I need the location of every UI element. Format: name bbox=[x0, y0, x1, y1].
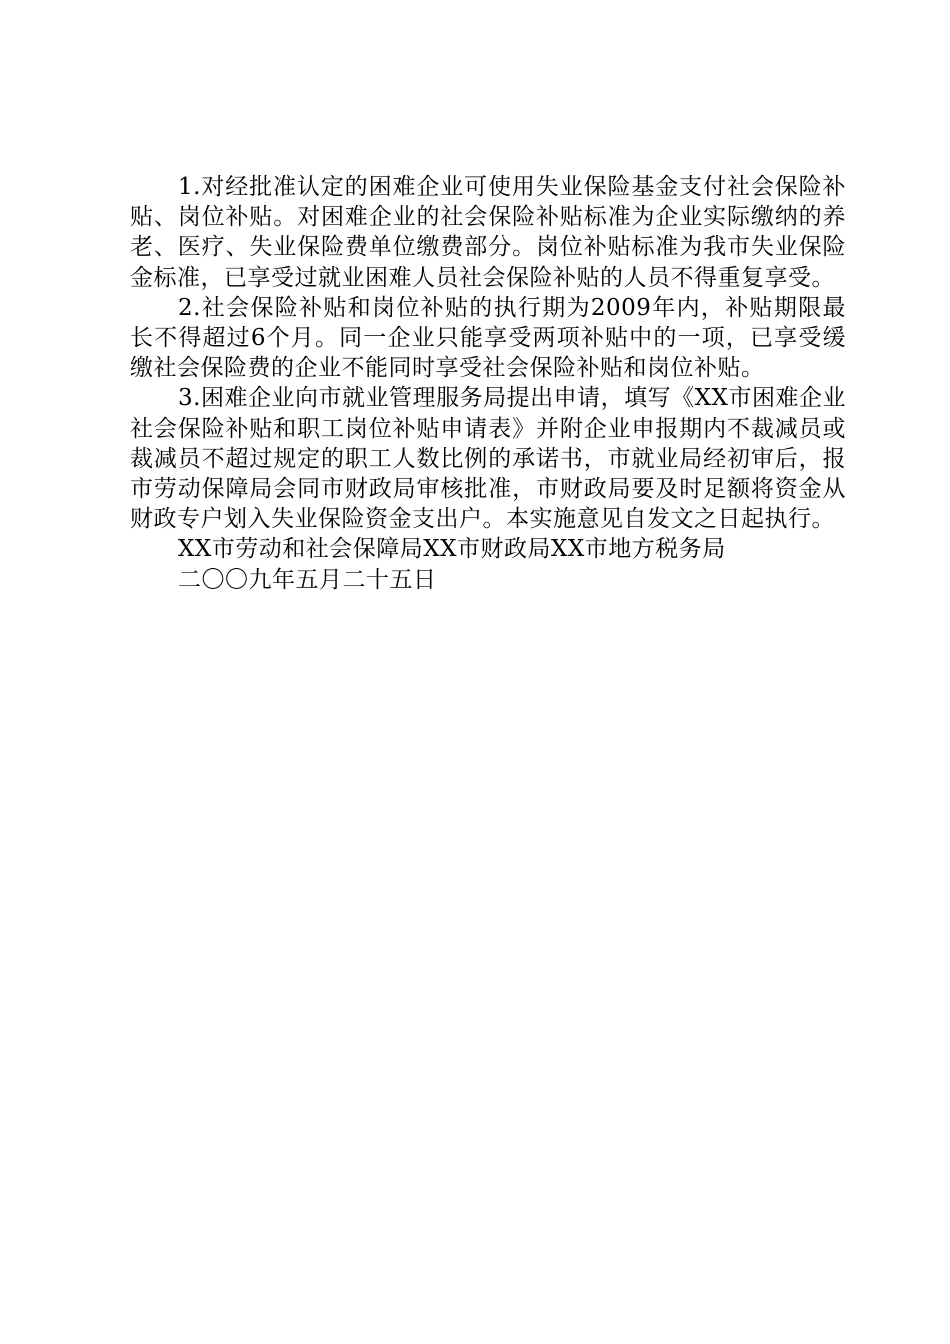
document-body bbox=[130, 172, 846, 595]
document-date: 二〇〇九年五月二十五日 bbox=[178, 566, 437, 593]
signatories-line: XX市劳动和社会保障局XX市财政局XX市地方税务局 bbox=[178, 536, 726, 563]
paragraph-item-2: 2.社会保险补贴和岗位补贴的执行期为2009年内，补贴期限最长不得超过6个月。同一企业只能享受两项补贴中的一项，已享受缓缴社会保险费的企业不能同时享受社会保险补贴和岗位补贴。 bbox=[130, 294, 846, 382]
paragraph-item-3: 3.困难企业向市就业管理服务局提出申请，填写《XX市困难企业社会保险补贴和职工岗位补贴申请表》并附企业申报期内不裁减员或裁减员不超过规定的职工人数比例的承诺书，市就业局经初审后，报市劳动保障局会同市财政局审核批准，市财政局要及时足额将资金从财政专户划入失业保险资金支出户。本实施意见自发文之日起执行。 bbox=[130, 385, 846, 533]
paragraph-item-1: 1.对经批准认定的困难企业可使用失业保险基金支付社会保险补贴、岗位补贴。对困难企业的社会保险补贴标准为企业实际缴纳的养老、医疗、失业保险费单位缴费部分。岗位补贴标准为我市失业保险金标准，已享受过就业困难人员社会保险补贴的人员不得重复享受。 bbox=[130, 174, 846, 291]
